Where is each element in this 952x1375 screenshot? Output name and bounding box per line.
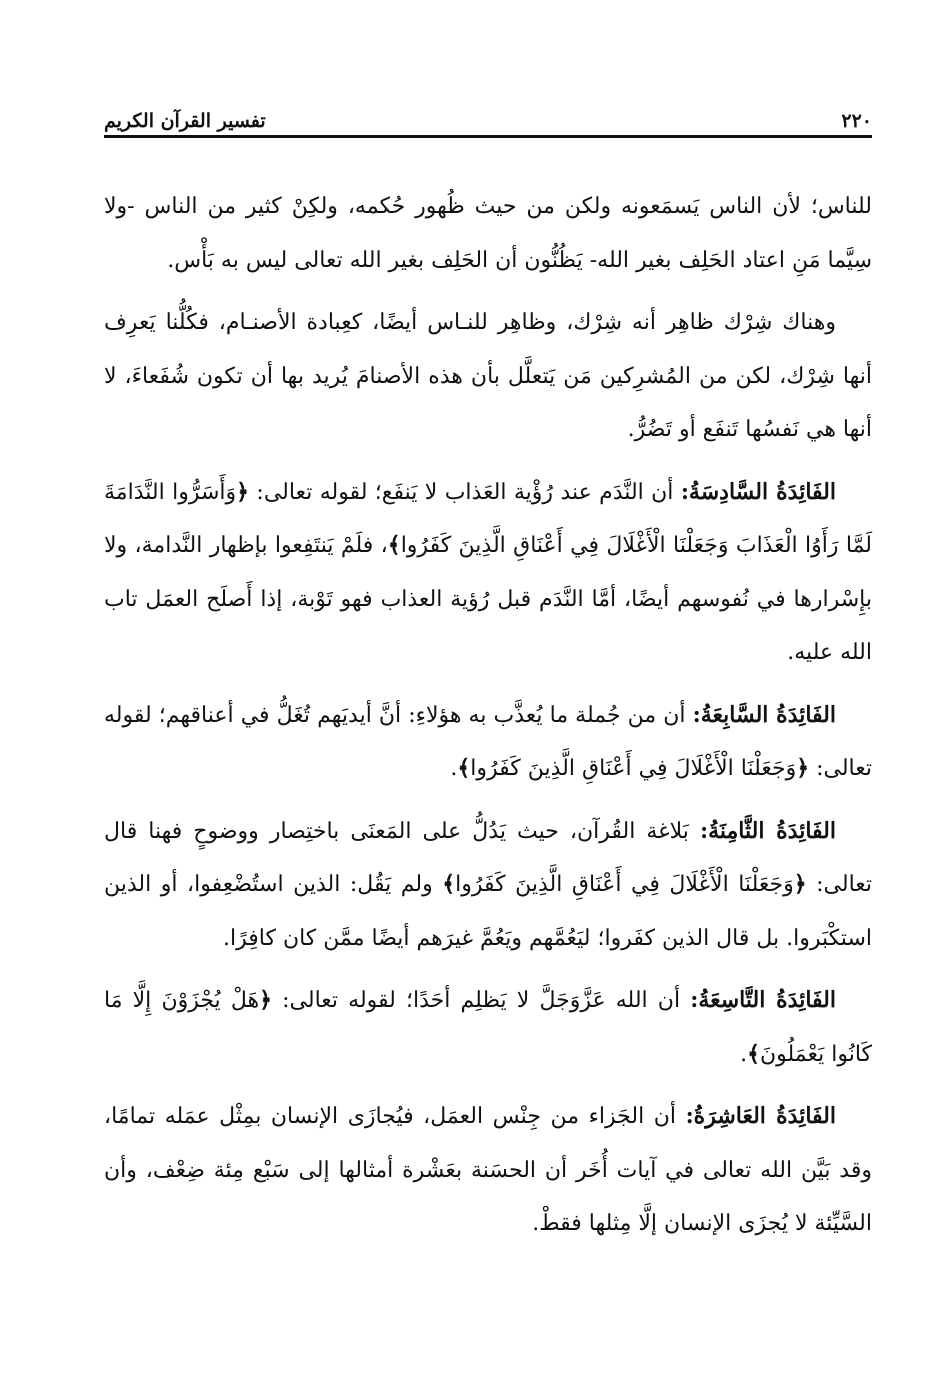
- running-header: [104, 104, 872, 134]
- benefit-7: [104, 689, 872, 796]
- benefit-heading: الفَائِدَةُ الثَّامِنَةُ:: [699, 817, 837, 844]
- benefit-text: أن النَّدَم عند رُؤْية العَذاب لا يَنفَع؛ لقوله تعالى:: [249, 479, 681, 505]
- quran-open-bracket: ﴿: [793, 871, 807, 897]
- quran-open-bracket: ﴿: [259, 987, 272, 1013]
- benefit-text-continued: ، فلَمْ يَنتَفِعوا بإظهار النَّدامة، ولا بإِسْرارها في نُفوسهم أيضًا، أمَّا النَّدَم قبل رُؤية العذاب فهو تَوْبة، إذا أَصلَح العمَل تاب الله عليه.: [104, 533, 872, 665]
- benefit-heading: الفَائِدَةُ السَّابِعَةُ:: [692, 701, 836, 728]
- benefit-heading: الفَائِدَةُ العَاشِرَةُ:: [685, 1103, 836, 1129]
- benefit-text: أن الجَزاء من جِنْس العمَل، فيُجازَى الإنسان بمِثْل عمَله تمامًا، وقد بَيَّن الله تعالى في آيات أُخَر أن الحسَنة بعَشْرة أمثالها إلى سَبْع مِئة ضِعْف، وأن السَّيِّئة لا يُجزَى الإنسان إلَّا مِثلها فقطْ.: [104, 1104, 872, 1236]
- page-number: ٢٢٠: [841, 110, 872, 132]
- benefit-heading: الفَائِدَةُ السَّادِسَةُ:: [680, 478, 837, 505]
- page-body: [104, 180, 872, 1260]
- benefit-8: [104, 805, 872, 966]
- header-divider: [104, 135, 872, 138]
- benefit-text: أن من جُملة ما يُعذَّب به هؤلاءِ: أنَّ أيديَهم تُغَلُّ في أعناقهم؛ لقوله تعالى:: [104, 702, 872, 781]
- benefit-text: أن الله عَزَّوَجَلَّ لا يَظلِم أحَدًا؛ لقوله تعالى:: [271, 988, 691, 1013]
- quran-close-bracket: ﴾: [457, 755, 471, 781]
- quran-verse: وَجَعَلْنَا الْأَغْلَالَ فِي أَعْنَاقِ الَّذِينَ كَفَرُوا: [455, 872, 794, 897]
- paragraph-2: [104, 296, 872, 457]
- benefit-text-continued: .: [740, 1041, 748, 1067]
- benefit-text-continued: ولم يَقُل: الذين استُضْعِفوا، أو الذين استكْبَروا. بل قال الذين كفَروا؛ ليَعُمَّهم ويَعُمَّ غيرَهم أيضًا ممَّن كان كافِرًا.: [104, 872, 872, 951]
- book-title: تفسير القرآن الكريم: [104, 110, 266, 132]
- quran-close-bracket: ﴾: [387, 532, 401, 558]
- benefit-text-continued: .: [450, 756, 458, 781]
- paragraph-1: [104, 180, 872, 287]
- quran-verse: وَجَعَلْنَا الْأَغْلَالَ فِي أَعْنَاقِ الَّذِينَ كَفَرُوا: [470, 756, 797, 781]
- quran-close-bracket: ﴾: [442, 871, 456, 897]
- quran-verse: هَلْ يُجْزَوْنَ إِلَّا مَا كَانُوا يَعْمَلُونَ: [104, 988, 872, 1067]
- benefit-6: [104, 466, 872, 680]
- benefit-text: بَلاغة القُرآن، حيث يَدُلُّ على المَعنَى باختِصار ووضوحٍ فهنا قال تعالى:: [104, 818, 873, 897]
- quran-open-bracket: ﴿: [236, 478, 250, 505]
- paragraph-text: للناس؛ لأن الناس يَسمَعونه ولكن من حيث ظُهور حُكمه، ولكِنْ كثير من الناس -ولا سِيَّما مَنِ اعتاد الحَلِف بغير الله- يَظُنُّون أن الحَلِف بغير الله تعالى ليس به بَأْس.: [104, 194, 872, 273]
- benefit-heading: الفَائِدَةُ التَّاسِعَةُ:: [690, 987, 836, 1013]
- quran-open-bracket: ﴿: [796, 755, 810, 781]
- benefit-9: [104, 974, 872, 1081]
- benefit-10: [104, 1090, 872, 1251]
- quran-close-bracket: ﴾: [747, 1040, 760, 1067]
- quran-verse: وَأَسَرُّوا النَّدَامَةَ لَمَّا رَأَوُا الْعَذَابَ وَجَعَلْنَا الْأَغْلَالَ فِي أَعْنَاقِ الَّذِينَ كَفَرُوا: [104, 479, 873, 558]
- paragraph-text: وهناك شِرْك ظاهِر أنه شِرْك، وظاهِر للنـاس أيضًا، كعِبادة الأصنـام، فكُلُّنا يَعرِف أنها شِرْك، لكن من المُشرِكين مَن يَتعلَّل بأن هذه الأصنامَ يُريد بها أن تكون شُفَعاءَ، لا أنها هي نَفسُها تَنفَع أو تَضُرُّ.: [104, 310, 872, 442]
